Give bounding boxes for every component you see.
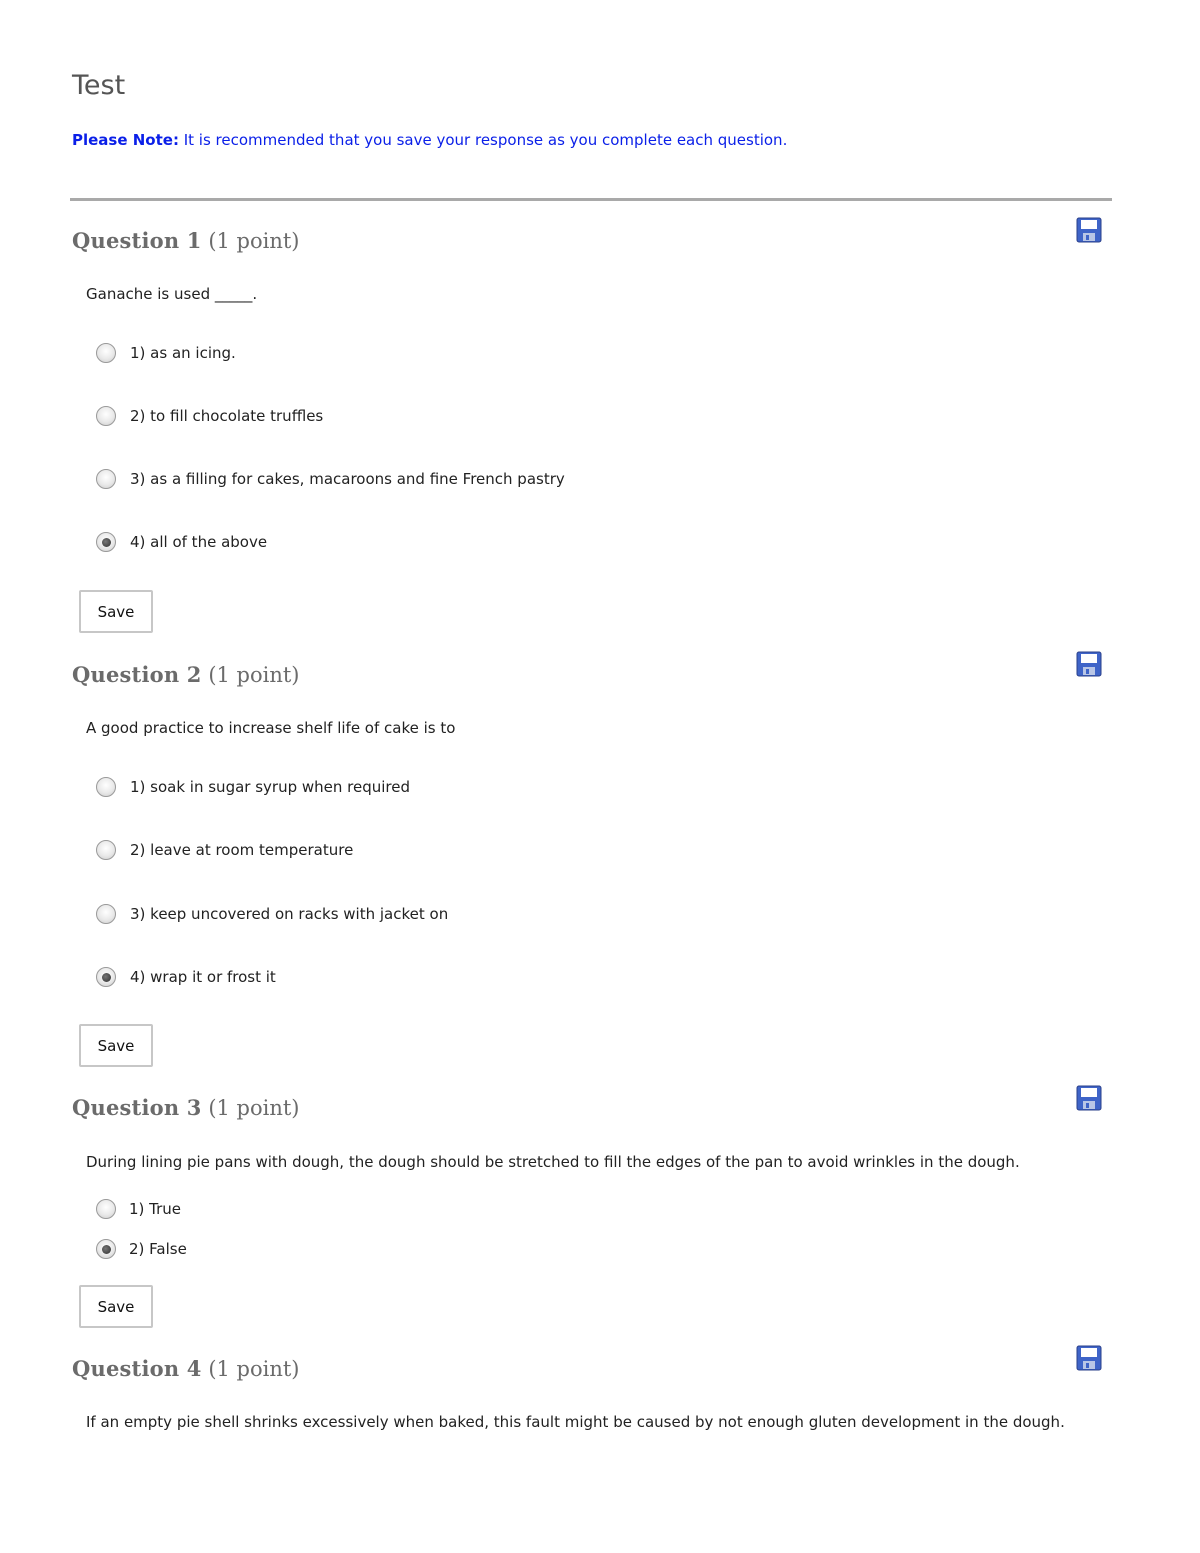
save-button[interactable]: Save <box>79 1024 153 1067</box>
question-title <box>72 662 300 687</box>
radio-button[interactable] <box>96 1239 116 1259</box>
question-points: (1 point) <box>208 1357 300 1381</box>
answer-option[interactable] <box>96 903 448 925</box>
option-label: 2) to fill chocolate truffles <box>130 407 324 425</box>
floppy-disk-icon[interactable] <box>1076 217 1102 243</box>
radio-button[interactable] <box>96 343 116 363</box>
answer-option[interactable] <box>96 531 267 553</box>
option-label: 3) keep uncovered on racks with jacket on <box>130 905 449 923</box>
radio-button[interactable] <box>96 1199 116 1219</box>
save-button[interactable]: Save <box>79 1285 153 1328</box>
floppy-disk-icon[interactable] <box>1076 1345 1102 1371</box>
answer-option[interactable] <box>96 776 410 798</box>
question-points: (1 point) <box>208 229 300 253</box>
answer-option[interactable] <box>96 468 565 490</box>
radio-button[interactable] <box>96 406 116 426</box>
option-label: 2) leave at room temperature <box>130 841 354 859</box>
question-name: Question 2 <box>72 662 202 687</box>
answer-option[interactable] <box>96 839 353 861</box>
header-divider <box>70 198 1112 201</box>
radio-button[interactable] <box>96 904 116 924</box>
option-label: 4) wrap it or frost it <box>130 968 276 986</box>
question-name: Question 1 <box>72 228 202 253</box>
option-label: 1) as an icing. <box>130 344 236 362</box>
answer-option[interactable] <box>96 966 276 988</box>
save-button[interactable]: Save <box>79 590 153 633</box>
radio-button[interactable] <box>96 967 116 987</box>
question-text: A good practice to increase shelf life of cake is to <box>86 719 456 737</box>
radio-button[interactable] <box>96 777 116 797</box>
option-label: 1) soak in sugar syrup when required <box>130 778 410 796</box>
question-text: During lining pie pans with dough, the dough should be stretched to fill the edges of the pan to avoid wrinkles in the dough. <box>86 1153 1020 1171</box>
note-label: Please Note: <box>72 131 179 149</box>
answer-option[interactable] <box>96 405 323 427</box>
answer-option[interactable] <box>96 1238 187 1260</box>
floppy-disk-icon[interactable] <box>1076 651 1102 677</box>
save-recommendation-note <box>72 131 787 149</box>
radio-button[interactable] <box>96 532 116 552</box>
question-title <box>72 228 300 253</box>
question-name: Question 4 <box>72 1356 202 1381</box>
page-title: Test <box>72 70 126 101</box>
option-label: 3) as a filling for cakes, macaroons and fine French pastry <box>130 470 565 488</box>
floppy-disk-icon[interactable] <box>1076 1085 1102 1111</box>
question-points: (1 point) <box>208 1096 300 1120</box>
question-title <box>72 1356 300 1381</box>
option-label: 1) True <box>129 1200 182 1218</box>
question-points: (1 point) <box>208 663 300 687</box>
radio-button[interactable] <box>96 469 116 489</box>
question-text: Ganache is used _____. <box>86 285 258 303</box>
question-title <box>72 1095 300 1120</box>
answer-option[interactable] <box>96 342 236 364</box>
answer-option[interactable] <box>96 1198 181 1220</box>
note-text: It is recommended that you save your response as you complete each question. <box>178 131 788 149</box>
option-label: 4) all of the above <box>130 533 268 551</box>
radio-button[interactable] <box>96 840 116 860</box>
question-text: If an empty pie shell shrinks excessively when baked, this fault might be caused by not enough gluten development in the dough. <box>86 1413 1065 1431</box>
option-label: 2) False <box>129 1240 187 1258</box>
question-name: Question 3 <box>72 1095 202 1120</box>
